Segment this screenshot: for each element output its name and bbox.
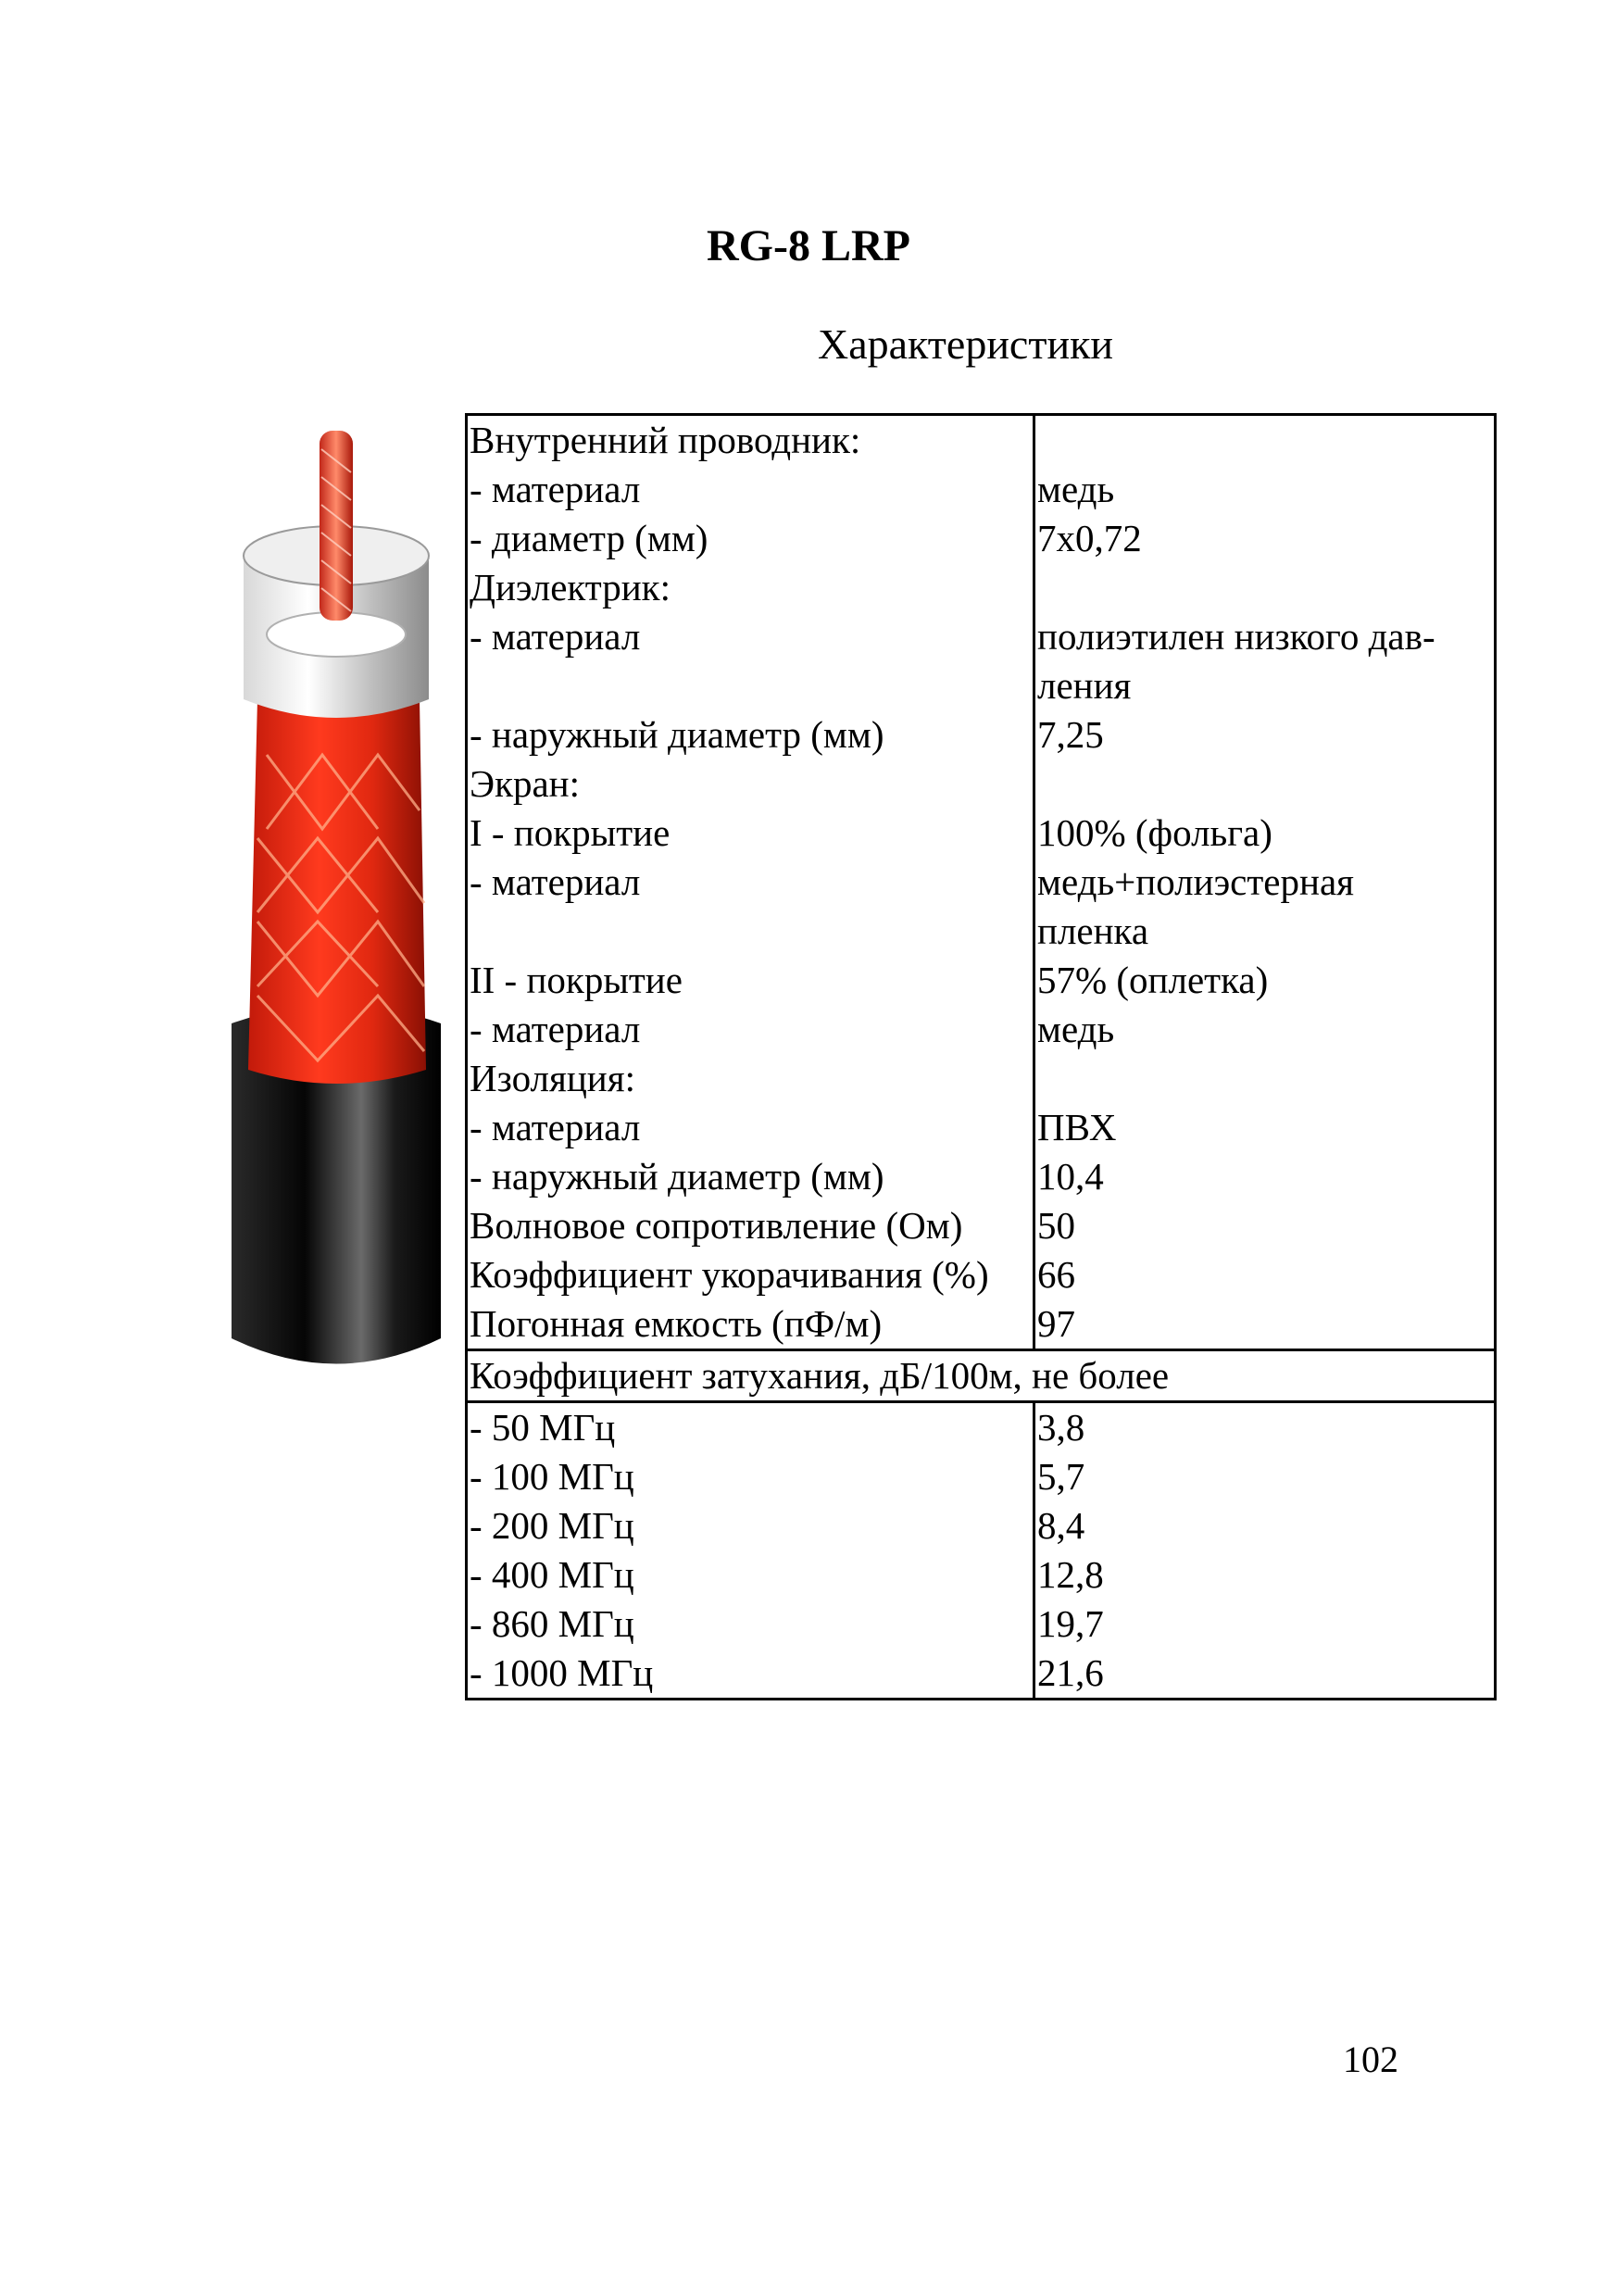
table-row (467, 1402, 1496, 1453)
section-subtitle: Характеристики (818, 320, 1114, 368)
spec-value: 57% (оплетка) (1034, 956, 1496, 1005)
spec-name: Внутренний проводник: (467, 415, 1034, 466)
attenuation-value: 12,8 (1034, 1550, 1496, 1600)
spec-value: медь (1034, 465, 1496, 514)
spec-name: - наружный диаметр (мм) (467, 710, 1034, 759)
spec-name: Экран: (467, 759, 1034, 809)
spec-value: полиэтилен низкого дав- ления (1034, 612, 1496, 710)
table-row (467, 858, 1496, 956)
frequency: - 860 МГц (467, 1600, 1034, 1649)
table-row (467, 710, 1496, 759)
spec-value: 10,4 (1034, 1152, 1496, 1201)
attenuation-value: 5,7 (1034, 1452, 1496, 1501)
attenuation-value: 21,6 (1034, 1649, 1496, 1700)
spec-value (1034, 1054, 1496, 1103)
table-row (467, 1299, 1496, 1350)
spec-name: I - покрытие (467, 809, 1034, 858)
frequency: - 50 МГц (467, 1402, 1034, 1453)
spec-value: 7x0,72 (1034, 514, 1496, 563)
spec-value: 66 (1034, 1250, 1496, 1299)
table-row (467, 514, 1496, 563)
spec-table (465, 413, 1497, 1700)
spec-value: медь+полиэстерная пленка (1034, 858, 1496, 956)
spec-value (1034, 415, 1496, 466)
table-row (467, 759, 1496, 809)
spec-name: - диаметр (мм) (467, 514, 1034, 563)
spec-value: 7,25 (1034, 710, 1496, 759)
frequency: - 200 МГц (467, 1501, 1034, 1550)
spec-value: 97 (1034, 1299, 1496, 1350)
table-row (467, 1054, 1496, 1103)
table-row (467, 1452, 1496, 1501)
spec-name: - материал (467, 612, 1034, 710)
table-row (467, 465, 1496, 514)
table-row (467, 1152, 1496, 1201)
spec-value (1034, 563, 1496, 612)
document-title: RG-8 LRP (707, 221, 910, 270)
table-row (467, 956, 1496, 1005)
spec-name: - материал (467, 465, 1034, 514)
frequency: - 400 МГц (467, 1550, 1034, 1600)
coaxial-cable-illustration (230, 421, 443, 1389)
table-row (467, 1250, 1496, 1299)
spec-value: 50 (1034, 1201, 1496, 1250)
attenuation-header-row (467, 1350, 1496, 1402)
table-row (467, 1501, 1496, 1550)
spec-value: медь (1034, 1005, 1496, 1054)
spec-value: ПВХ (1034, 1103, 1496, 1152)
page-number: 102 (1343, 2039, 1398, 2080)
spec-name: Коэффициент укорачивания (%) (467, 1250, 1034, 1299)
frequency: - 100 МГц (467, 1452, 1034, 1501)
spec-name: II - покрытие (467, 956, 1034, 1005)
table-row (467, 415, 1496, 466)
spec-value (1034, 759, 1496, 809)
spec-name: Погонная емкость (пФ/м) (467, 1299, 1034, 1350)
table-row (467, 1550, 1496, 1600)
spec-name: Волновое сопротивление (Ом) (467, 1201, 1034, 1250)
spec-name: Диэлектрик: (467, 563, 1034, 612)
table-row (467, 612, 1496, 710)
spec-name: - материал (467, 858, 1034, 956)
spec-name: Изоляция: (467, 1054, 1034, 1103)
table-row (467, 809, 1496, 858)
attenuation-header: Коэффициент затухания, дБ/100м, не более (467, 1350, 1496, 1402)
spec-value: 100% (фольга) (1034, 809, 1496, 858)
table-row (467, 1600, 1496, 1649)
attenuation-value: 19,7 (1034, 1600, 1496, 1649)
attenuation-value: 3,8 (1034, 1402, 1496, 1453)
attenuation-value: 8,4 (1034, 1501, 1496, 1550)
spec-name: - материал (467, 1005, 1034, 1054)
spec-name: - наружный диаметр (мм) (467, 1152, 1034, 1201)
table-row (467, 1201, 1496, 1250)
table-row (467, 1005, 1496, 1054)
table-row (467, 1103, 1496, 1152)
frequency: - 1000 МГц (467, 1649, 1034, 1700)
table-row (467, 563, 1496, 612)
spec-name: - материал (467, 1103, 1034, 1152)
table-row (467, 1649, 1496, 1700)
